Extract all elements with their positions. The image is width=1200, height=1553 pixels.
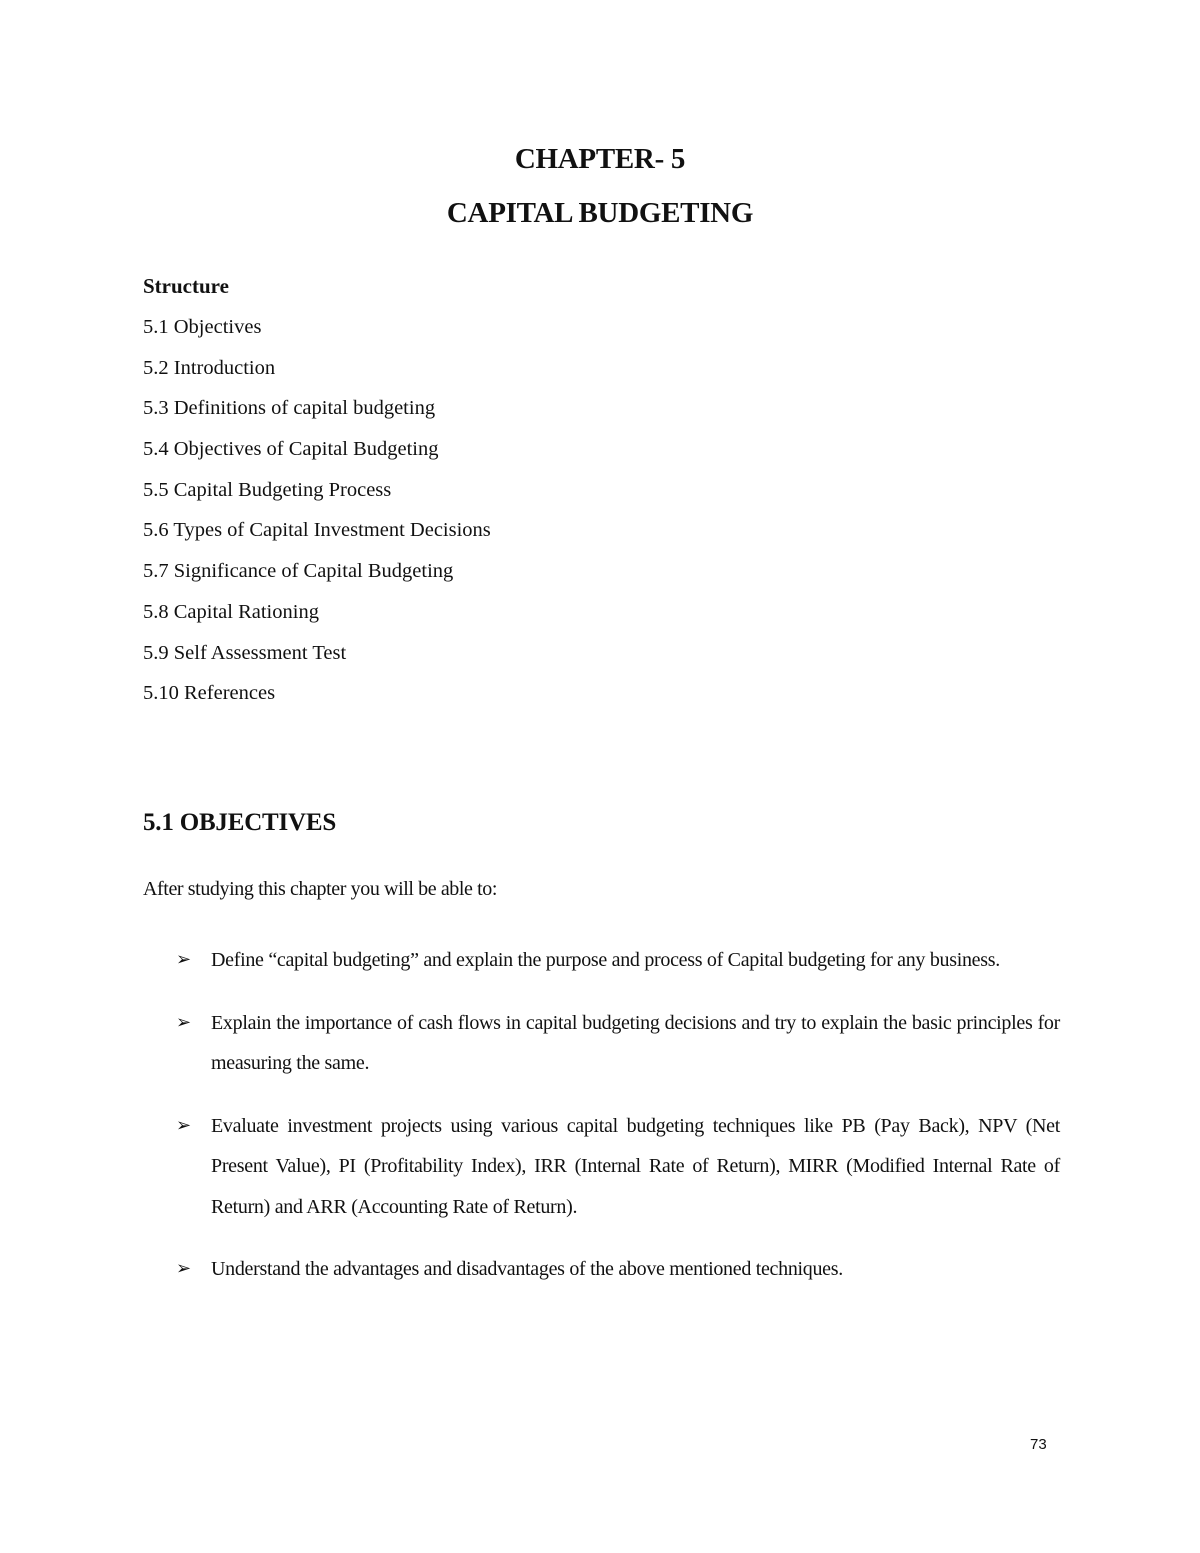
page-number: 73 — [1030, 1436, 1047, 1453]
list-item: 5.4 Objectives of Capital Budgeting — [143, 438, 439, 461]
list-item: 5.3 Definitions of capital budgeting — [143, 397, 436, 420]
list-item: 5.8 Capital Rationing — [143, 600, 319, 623]
list-item — [176, 1106, 1060, 1228]
bullet-text: Evaluate investment projects using various capital budgeting techniques like PB (Pay Back), NPV (Net Present Value), PI (Profitability Index), IRR (Internal Rate of Return), MIRR (Modified Internal Rate of Return) and ARR (Accounting Rate of Return). — [211, 1114, 1060, 1218]
structure-heading: Structure — [143, 274, 229, 298]
list-item — [176, 940, 1060, 981]
arrow-bullet-icon: ➢ — [176, 1011, 191, 1033]
list-item: 5.7 Significance of Capital Budgeting — [143, 560, 454, 583]
bullet-text: Explain the importance of cash flows in capital budgeting decisions and try to explain the basic principles for measuring the same. — [211, 1011, 1060, 1074]
list-item: 5.6 Types of Capital Investment Decisions — [143, 519, 491, 542]
chapter-title: CAPITAL BUDGETING — [446, 197, 754, 229]
objectives-list — [176, 940, 1060, 1312]
bullet-text: Define “capital budgeting” and explain the purpose and process of Capital budgeting for any business. — [211, 949, 1000, 971]
structure-list — [143, 312, 491, 719]
list-item: 5.1 Objectives — [143, 316, 262, 338]
section-heading: 5.1 OBJECTIVES — [143, 809, 337, 836]
list-item: 5.9 Self Assessment Test — [143, 641, 347, 664]
list-item: 5.5 Capital Budgeting Process — [143, 478, 392, 501]
list-item: 5.2 Introduction — [143, 356, 276, 379]
arrow-bullet-icon: ➢ — [176, 949, 191, 970]
bullet-text: Understand the advantages and disadvantages of the above mentioned techniques. — [211, 1258, 843, 1280]
list-item: 5.10 References — [143, 682, 276, 705]
chapter-number: CHAPTER- 5 — [514, 143, 686, 175]
arrow-bullet-icon: ➢ — [176, 1258, 191, 1279]
intro-text: After studying this chapter you will be able to: — [143, 878, 498, 900]
arrow-bullet-icon: ➢ — [176, 1114, 191, 1136]
list-item — [176, 1249, 1060, 1290]
list-item — [176, 1003, 1060, 1084]
